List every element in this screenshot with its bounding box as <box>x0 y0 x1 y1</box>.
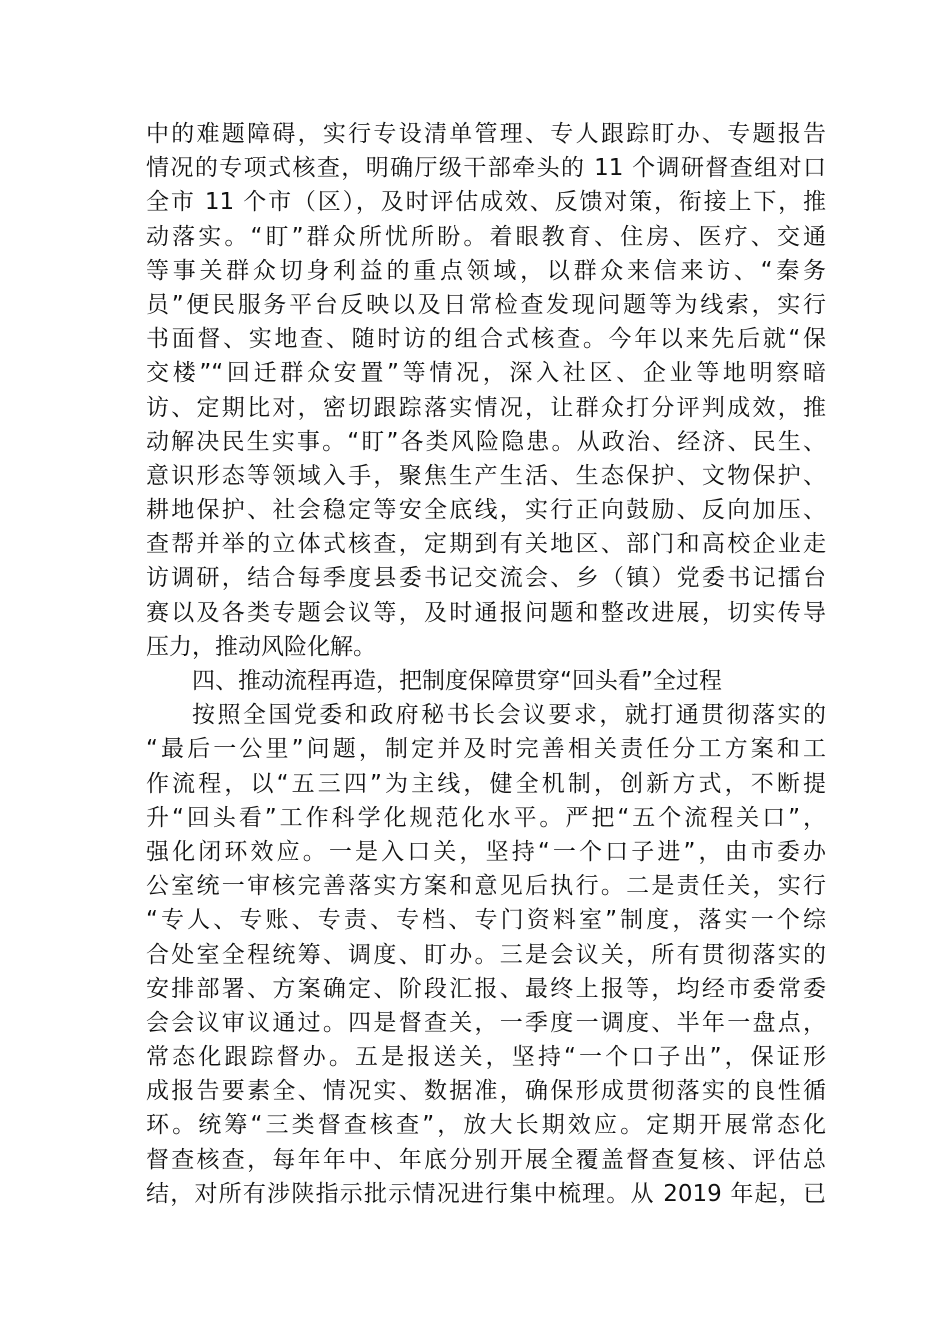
text-line: 督查核查，每年年中、年底分别开展全覆盖督查复核、评估总 <box>146 1146 826 1173</box>
text-line: 安排部署、方案确定、阶段汇报、最终上报等，均经市委常委 <box>146 975 826 1002</box>
text-line: 会会议审议通过。四是督查关，一季度一调度、半年一盘点， <box>146 1009 826 1036</box>
paragraph-oversight-checks <box>146 117 826 664</box>
text-line: 中的难题障碍，实行专设清单管理、专人跟踪盯办、专题报告 <box>146 121 826 147</box>
paragraph-process-reengineering <box>146 698 826 1211</box>
text-line: 环。统筹“三类督查核查”，放大长期效应。定期开展常态化 <box>146 1112 826 1139</box>
text-line: 全市 11 个市（区），及时评估成效、反馈对策，衔接上下，推 <box>146 189 826 216</box>
text-line: 常态化跟踪督办。五是报送关，坚持“一个口子出”，保证形 <box>146 1044 826 1071</box>
text-line: 查帮并举的立体式核查，定期到有关地区、部门和高校企业走 <box>146 531 826 558</box>
section-heading <box>146 664 826 698</box>
text-line: 情况的专项式核查，明确厅级干部牵头的 11 个调研督查组对口 <box>146 155 826 182</box>
text-line: 成报告要素全、情况实、数据准，确保形成贯彻落实的良性循 <box>146 1078 826 1105</box>
text-line: 结，对所有涉陕指示批示情况进行集中梳理。从 2019 年起，已 <box>146 1180 826 1207</box>
text-line: 访、定期比对，密切跟踪落实情况，让群众打分评判成效，推 <box>146 394 826 421</box>
text-line: 访调研，结合每季度县委书记交流会、乡（镇）党委书记擂台 <box>146 565 826 592</box>
text-line: 动解决民生实事。“盯”各类风险隐患。从政治、经济、民生、 <box>146 428 826 455</box>
text-line: 作流程，以“五三四”为主线，健全机制，创新方式，不断提 <box>146 770 826 797</box>
text-line: 公室统一审核完善落实方案和意见后执行。二是责任关，实行 <box>146 873 826 900</box>
text-line: 耕地保护、社会稳定等安全底线，实行正向鼓励、反向加压、 <box>146 497 826 524</box>
text-line: 赛以及各类专题会议等，及时通报问题和整改进展，切实传导 <box>146 599 826 626</box>
text-line: 压力，推动风险化解。 <box>146 633 376 660</box>
text-line: 书面督、实地查、随时访的组合式核查。今年以来先后就“保 <box>146 326 826 353</box>
text-line: 等事关群众切身利益的重点领域，以群众来信来访、“秦务 <box>146 257 826 284</box>
text-line: 交楼”“回迁群众安置”等情况，深入社区、企业等地明察暗 <box>146 360 826 387</box>
body-text <box>146 117 826 1211</box>
section-heading-text: 四、推动流程再造，把制度保障贯穿“回头看”全过程 <box>192 668 722 694</box>
text-line: 合处室全程统筹、调度、盯办。三是会议关，所有贯彻落实的 <box>146 941 826 968</box>
text-line: 员”便民服务平台反映以及日常检查发现问题等为线索，实行 <box>146 291 826 318</box>
text-line: 强化闭环效应。一是入口关，坚持“一个口子进”，由市委办 <box>146 838 826 865</box>
text-line: 意识形态等领域入手，聚焦生产生活、生态保护、文物保护、 <box>146 462 826 489</box>
text-line: “专人、专账、专责、专档、专门资料室”制度，落实一个综 <box>146 907 826 934</box>
text-line: 按照全国党委和政府秘书长会议要求，就打通贯彻落实的 <box>192 702 826 729</box>
text-line: “最后一公里”问题，制定并及时完善相关责任分工方案和工 <box>146 736 826 763</box>
text-line: 动落实。“盯”群众所忧所盼。着眼教育、住房、医疗、交通 <box>146 223 826 250</box>
text-line: 升“回头看”工作科学化规范化水平。严把“五个流程关口”， <box>146 804 826 831</box>
